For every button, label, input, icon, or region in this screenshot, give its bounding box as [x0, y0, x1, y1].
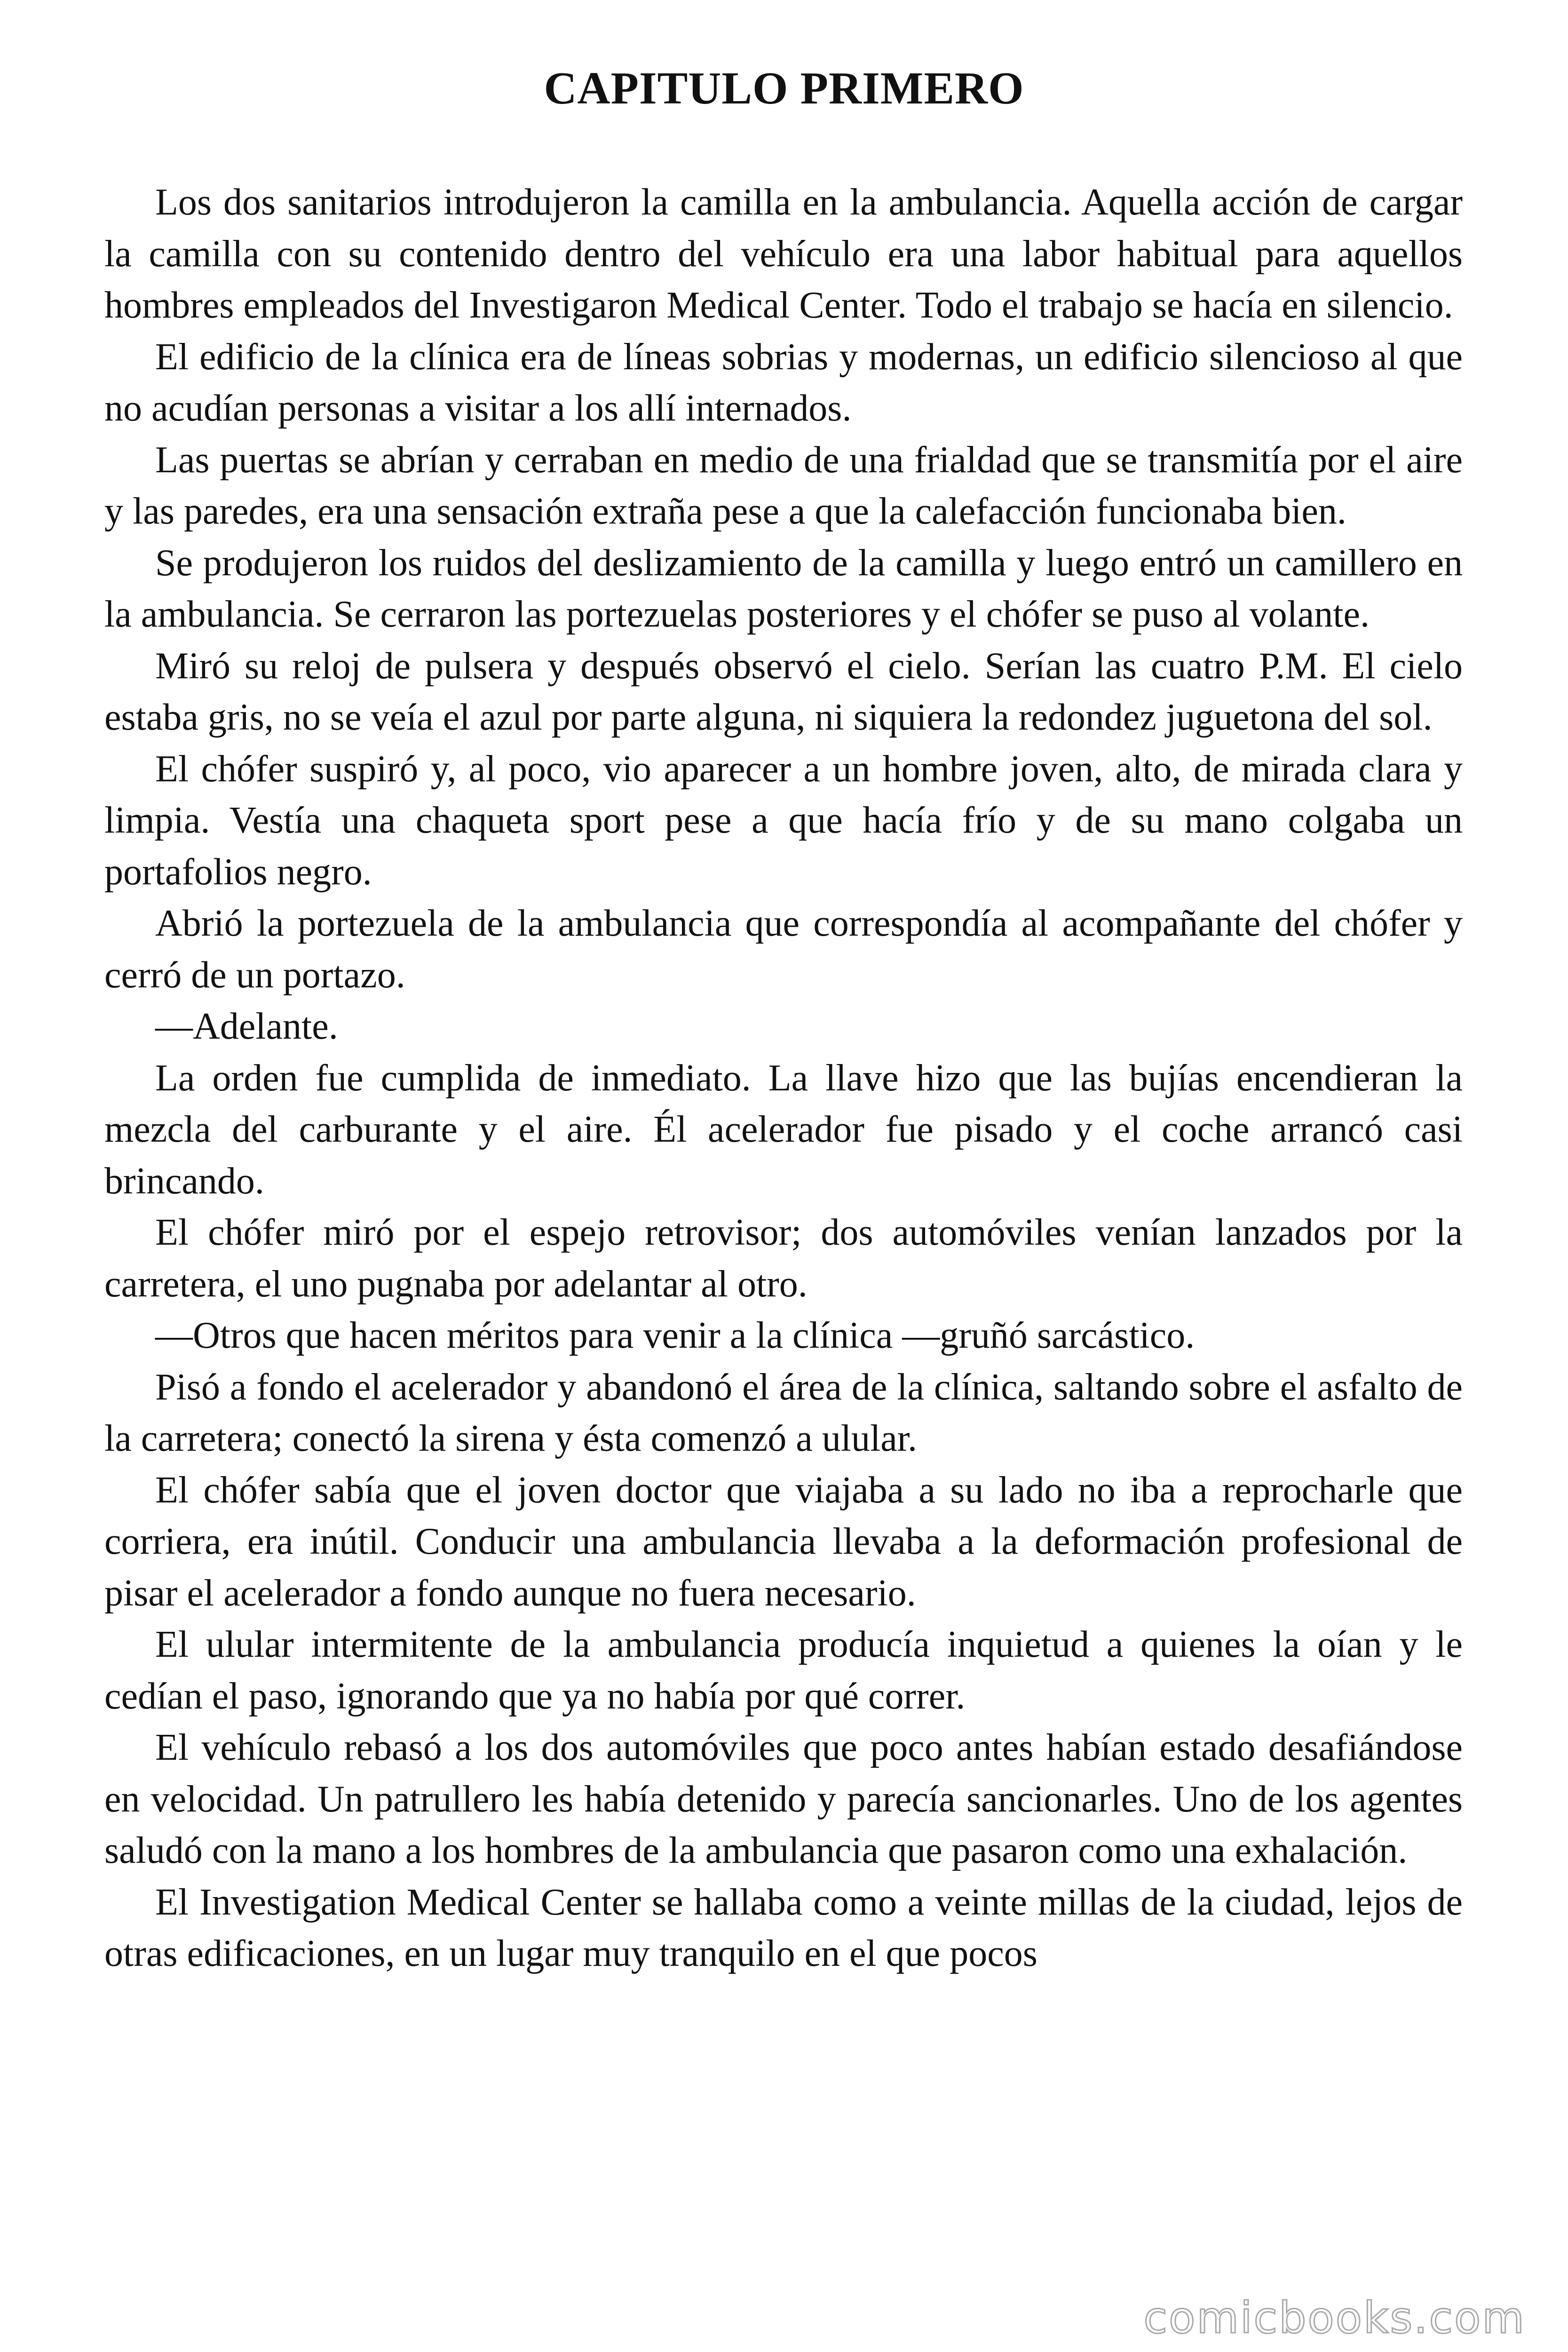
paragraph: Los dos sanitarios introdujeron la camilla en la ambulancia. Aquella acción de cargar la camilla con su contenido dentro del vehículo era una labor habitual para aquellos hombres empleados del Investigaron Medical Center. Todo el trabajo se hacía en silencio. [104, 182, 1463, 326]
paragraph: El chófer suspiró y, al poco, vio aparecer a un hombre joven, alto, de mirada clara y limpia. Vestía una chaqueta sport pese a que hacía frío y de su mano colgaba un portafolios negro. [104, 748, 1463, 893]
paragraph: El chófer sabía que el joven doctor que viajaba a su lado no iba a reprocharle que corriera, era inútil. Conducir una ambulancia llevaba a la deformación profesional de pisar el acelerador a fondo aunque no fuera necesario. [104, 1469, 1463, 1614]
chapter-body [104, 177, 1463, 1980]
paragraph: El vehículo rebasó a los dos automóviles que poco antes habían estado desafiándose en velocidad. Un patrullero les había detenido y parecía sancionarles. Uno de los agentes saludó con la mano a los hombres de la ambulancia que pasaron como una exhalación. [104, 1727, 1463, 1871]
paragraph: La orden fue cumplida de inmediato. La llave hizo que las bujías encendieran la mezcla del carburante y el aire. Él acelerador fue pisado y el coche arrancó casi brincando. [104, 1057, 1463, 1202]
paragraph: Miró su reloj de pulsera y después observó el cielo. Serían las cuatro P.M. El cielo estaba gris, no se veía el azul por parte alguna, ni siquiera la redondez juguetona del sol. [104, 645, 1463, 738]
paragraph: El ulular intermitente de la ambulancia producía inquietud a quienes la oían y le cedían el paso, ignorando que ya no había por qué correr. [104, 1624, 1463, 1717]
paragraph: El edificio de la clínica era de líneas sobrias y modernas, un edificio silencioso al que no acudían personas a visitar a los allí internados. [104, 336, 1463, 429]
paragraph: Pisó a fondo el acelerador y abandonó el área de la clínica, saltando sobre el asfalto de la carretera; conectó la sirena y ésta comenzó a ulular. [104, 1366, 1463, 1459]
paragraph: Abrió la portezuela de la ambulancia que correspondía al acompañante del chófer y cerró de un portazo. [104, 903, 1463, 996]
chapter-title: CAPITULO PRIMERO [544, 63, 1024, 113]
paragraph: Se produjeron los ruidos del deslizamiento de la camilla y luego entró un camillero en la ambulancia. Se cerraron las portezuelas posteriores y el chófer se puso al volante. [104, 542, 1463, 635]
paragraph: El Investigation Medical Center se hallaba como a veinte millas de la ciudad, lejos de otras edificaciones, en un lugar muy tranquilo en el que pocos [104, 1881, 1463, 1974]
dialogue-line: —Adelante. [155, 1006, 338, 1047]
paragraph: El chófer miró por el espejo retrovisor; dos automóviles venían lanzados por la carretera, el uno pugnaba por adelantar al otro. [104, 1212, 1463, 1305]
dialogue-line: —Otros que hacen méritos para venir a la clínica —gruñó sarcástico. [155, 1315, 1195, 1356]
watermark: comicbooks.com [1143, 2293, 1526, 2343]
paragraph: Las puertas se abrían y cerraban en medio de una frialdad que se transmitía por el aire y las paredes, era una sensación extraña pese a que la calefacción funcionaba bien. [104, 439, 1463, 532]
